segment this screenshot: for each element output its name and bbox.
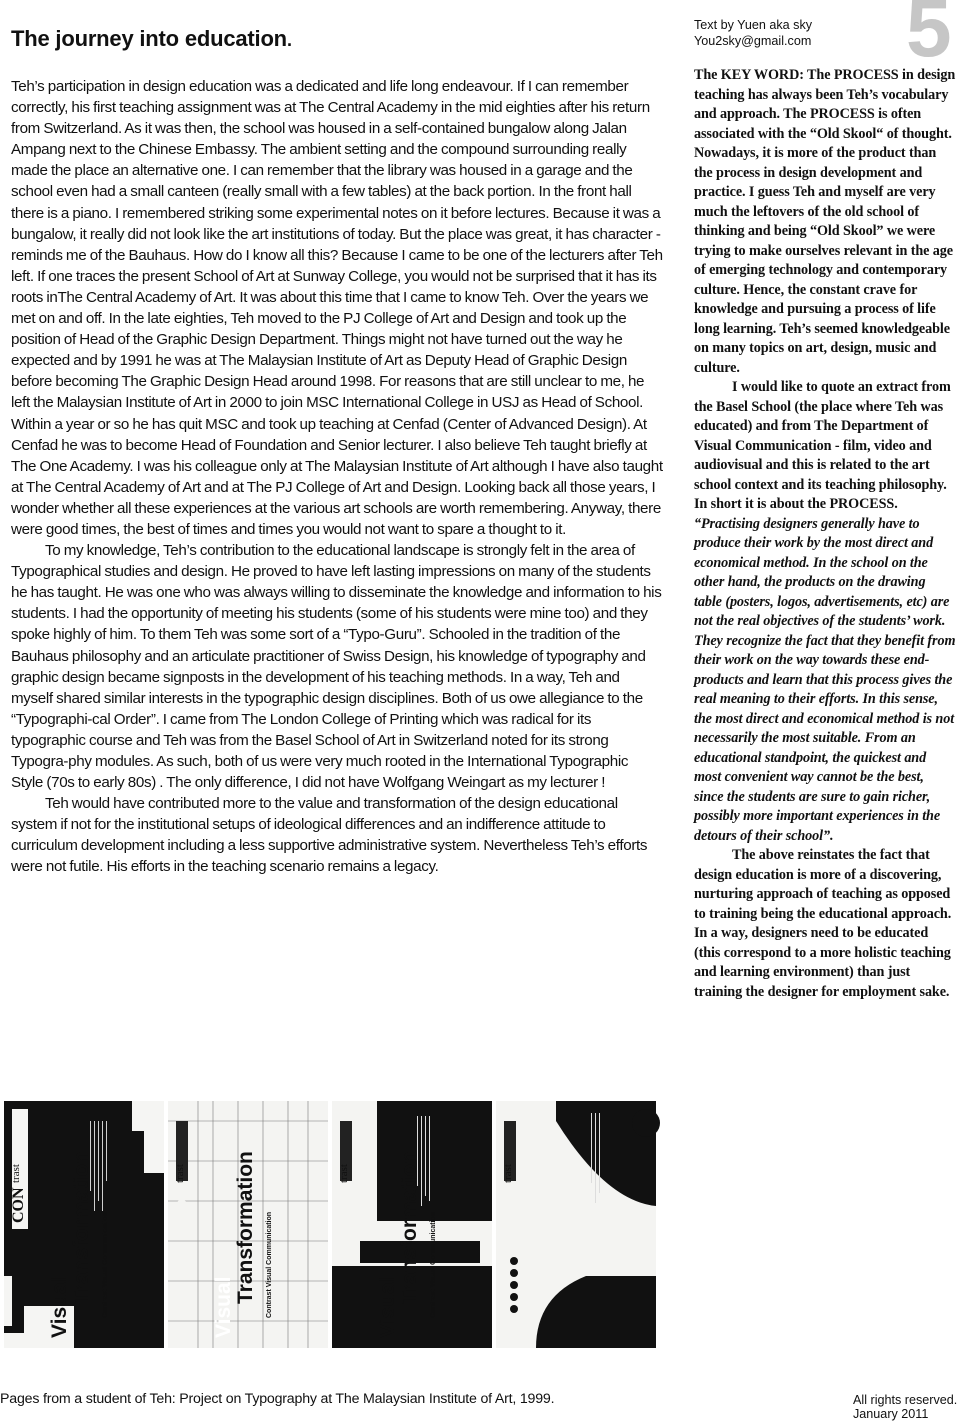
title-period: . — [286, 30, 292, 50]
main-article — [11, 76, 663, 878]
poster-3-transformation: Transformation — [234, 1151, 257, 1304]
author-line: Text by Yuen aka sky — [694, 18, 813, 32]
poster-4-transformation: Transformation — [398, 1151, 421, 1304]
side-column — [694, 66, 956, 1002]
author-credit — [694, 17, 812, 49]
copyright-notice — [853, 1393, 957, 1421]
basel-quote: “Practising designers generally have to produce their work by the most direct and economical method. In the school on the other hand, the products on the drawing table (posters, logos, advertisements, etc) are not the real objectives of the students’ work. They recognize the fact that they benefit from their work on the way towards these end-products and learn that this process gives the real meaning to their efforts. In this sense, the most direct and economical method is not necessarily the most suitable. From an educational standpoint, the quickest and most convenient way cannot be the best, since the students are sure to gain richer, possibly more important experiences in the detours of their school”. — [694, 515, 956, 844]
article-paragraph-2: To my knowledge, Teh’s contribution to the educational landscape is strongly felt in the area of Typographical studies and design. He proved to have left lasting impressions on many of the students he has taught. He was one who was always willing to disseminate the knowledge and information to his students. I had the opportunity of meeting his students (some of his students were mine too) and they spoke highly of him. To them Teh was some sort of a “Typo-Guru”. Schooled in the tradition of the Bauhaus philosophy and an articulate practitioner of Swiss Design, his knowledge of typography and graphic design became signposts in the development of his teaching methods. In a way, Teh and myself shared similar interests in the typographic design disciplines. Both of us owe allegiance to the “Typographi-cal Order”. I came from The London College of Printing which was radical for its typographic course and Teh was from the Basel School of Art in Switzerland noted for its strong Typogra-phy modules. As such, both of us were very much rooted in the International Typographic Style (70s to early 80s) . The only difference, I did not have Wolfgang Weingart as my lecturer ! — [11, 542, 662, 792]
side-paragraph-keyword: The KEY WORD: The PROCESS in design teaching has always been Teh’s vocabulary and approach. The PROCESS is often associated with the “Old Skool“ of thought. Nowadays, it is more of the product than the process in design development and practice. I guess Teh and myself are very much the leftovers of the old school of thinking and being “Old Skool” we were trying to make ourselves relevant in the age of emerging technology and contemporary culture. Hence, the constant crave for knowledge and pursuing a process of life long learning. Teh’s seemed knowledgeable on many topics on art, design, music and culture. — [694, 67, 956, 376]
poster-1-trast: trast — [10, 1164, 22, 1183]
poster-3-con: CON — [338, 1187, 355, 1223]
poster-4-con: CON — [502, 1187, 519, 1223]
article-paragraph-3: Teh would have contributed more to the value and transformation of the design educational system if not for the institutional setups of ideological differences and an indifference attitude to curriculum development including a less supportive administrative system. Nevertheless Teh’s efforts were not futile. His efforts in the teaching scenario remains a legacy. — [11, 795, 648, 876]
article-paragraph-1: Teh’s participation in design education was a dedicated and life long endeavour. If I can remember correctly, his first teaching assignment was at The Central Academy in the mid eighties after his return from Switzerland. As it was then, the school was housed in a self-contained bungalow along Jalan Ampang next to the Chinese Embassy. The ambient setting and the compound surrounding really made the place an alternative one. I can remember that the library was housed in a garage and the school even had a small canteen (really small with a few tables) at the back portion. In the front hall there is a piano. I remembered striking some experimental notes on it before lectures. Because it was a bungalow, it really did not look like the art institutions of today. But the place was great, it has character - reminds me of the Bauhaus. How do I know all this? Because I came to be one of the lecturers after Teh left. If one traces the present School of Art at Sunway College, you would not be surprised that it has its roots inThe Central Academy of Art. It was about this time that I came to know Teh. Over the years we met on and off. In the late eighties, Teh moved to the PJ College of Art and Design and took up the position of Head of the Graphic Design Department. Things might not have turned out the way he expected and by 1991 he was at The Malaysian Institute of Art as Deputy Head of Graphic Design before becoming The Graphic Design Head around 1998. For reasons that are still unclear to me, he left the Malaysian Institute of Art in 2000 to join MSC International College in USJ as Head of School. Within a year or so he has quit MSC and took up teaching at Cenfad (Center of Advanced Design). At Cenfad he was to become Head of Foundation and Senior lecturer. I also believe Teh taught briefly at The One Academy. I was his colleague only at The Malaysian Institute of Art although I have also taught at The Central Academy of Art and at The PJ College of Art and Design. Looking back all those years, I wonder whether all these experiences at the various art schools are worth remembering. Anyway, there were good times, the best of times and times you would not want to spare a thought to it. — [11, 78, 663, 538]
poster-2-visual: Visual — [48, 1276, 71, 1338]
poster-4-visual: Visual — [376, 1276, 399, 1338]
author-email: You2sky@gmail.com — [694, 34, 812, 48]
side-paragraph-conclusion: The above reinstates the fact that design education is more of a discovering, nurturing approach of teaching as opposed to training being the educational approach. In a way, designers need to be educated (this correspond to a more holistic teaching and learning environment) than just training the designer for employment sake. — [694, 847, 952, 1000]
poster-1-con: CON — [10, 1187, 27, 1223]
poster-4-trast: trast — [502, 1164, 514, 1183]
date-line: January 2011 — [853, 1407, 929, 1421]
poster-2-subtitle: Contrast Visual Communication — [102, 1211, 109, 1318]
side-paragraph-basel: I would like to quote an extract from the Basel School (the place where Teh was educated) and from The Department of Visual Communication - film, video and audiovisual and this is related to the art school context and its teaching philosophy. In short it is about the PROCESS. — [694, 379, 951, 512]
poster-2-con: CON — [174, 1187, 191, 1223]
poster-4 — [376, 1101, 656, 1348]
poster-2-transformation: Transformation — [70, 1151, 93, 1304]
poster-3-subtitle: Contrast Visual Communication — [266, 1211, 273, 1318]
poster-4-art — [496, 1101, 656, 1348]
page-title: The journey into education. — [11, 26, 292, 51]
poster-4-subtitle: Contrast Visual Communication — [430, 1211, 437, 1318]
page-number: 5 — [906, 0, 952, 74]
gallery-caption: Pages from a student of Teh: Project on Typography at The Malaysian Institute of Art, 1999. — [0, 1391, 555, 1407]
poster-2-trast: trast — [174, 1164, 186, 1183]
poster-3-visual: Visual — [212, 1276, 235, 1338]
poster-3-trast: trast — [338, 1164, 350, 1183]
rights-line: All rights reserved. — [853, 1393, 958, 1407]
poster-gallery — [4, 1101, 658, 1348]
